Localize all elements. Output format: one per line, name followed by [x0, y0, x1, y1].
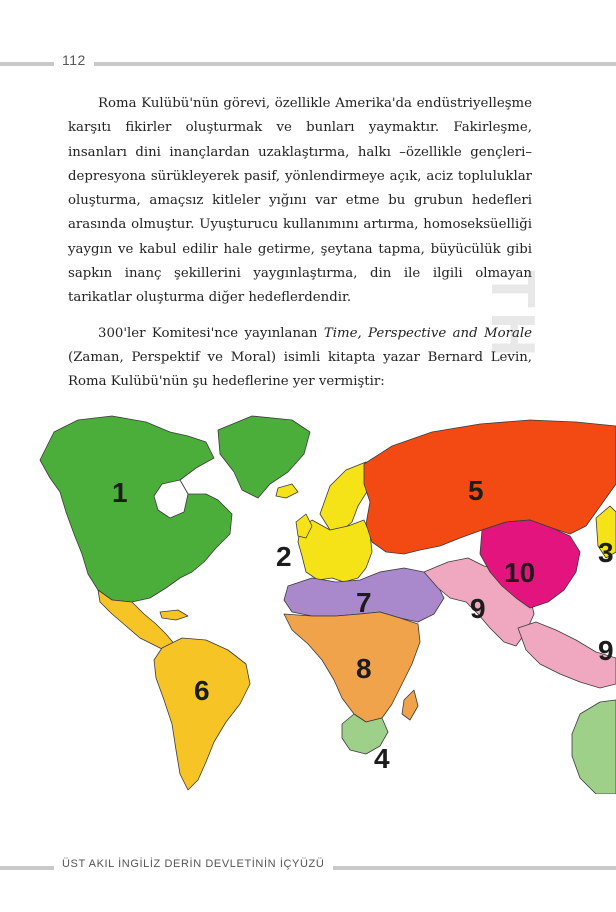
south-america-region	[154, 638, 250, 790]
region-label-2: 2	[276, 541, 292, 572]
region-label-4: 4	[374, 743, 390, 774]
north-america-region	[40, 416, 232, 602]
region-label-1: 1	[112, 477, 128, 508]
world-map	[20, 402, 616, 794]
header-rule-left	[0, 62, 54, 66]
region-label-8: 8	[356, 653, 372, 684]
region-label-7: 7	[356, 587, 372, 618]
australia-region	[572, 700, 616, 794]
region-label-6: 6	[194, 675, 210, 706]
region-label-3: 3	[598, 537, 614, 568]
caribbean-islands	[160, 610, 188, 620]
paragraph-2-after: (Zaman, Perspektif ve Moral) isimli kitapta yazar Bernard Levin, Roma Kulübü'nün şu hedeflerine yer vermiştir:	[68, 349, 532, 390]
watermark-text: TH	[478, 270, 547, 361]
footer-rule-left	[0, 866, 54, 870]
greenland-region	[218, 416, 310, 498]
header-rule-right	[94, 62, 616, 66]
region-label-9b: 9	[598, 635, 614, 666]
madagascar	[402, 690, 418, 720]
paragraph-2-before: 300'ler Komitesi'nce yayınlanan	[98, 325, 324, 341]
sub-saharan-africa-region	[284, 612, 420, 722]
page-number: 112	[62, 52, 86, 68]
footer-title: ÜST AKIL İNGİLİZ DERİN DEVLETİNİN İÇYÜZÜ	[62, 858, 325, 870]
region-label-10: 10	[504, 557, 536, 588]
region-label-5: 5	[468, 475, 484, 506]
region-label-9: 9	[470, 593, 486, 624]
iceland	[276, 484, 298, 498]
book-title: Time, Perspective and Morale	[323, 325, 532, 341]
body-text	[68, 92, 532, 406]
paragraph-1: Roma Kulübü'nün görevi, özellikle Amerika'da endüstriyelleşme karşıtı fikirler oluşturmak ve bunları yaymaktır. Fakirleşme, insanları dini inançlardan uzaklaştırma, halkı –özellikle gençleri– depresyona sürükleyerek pasif, yönlendirmeye açık, aciz topluluklar oluşturma, amaçsız kitleler yığını var etme bu grubun hedefleri arasında olmuştur. Uyuşturucu kullanımını artırma, homoseksüelliği yaygın ve kabul edilir hale getirme, şeytana tapma, büyücülük gibi sapkın inanç şekillerini yaygınlaştırma, din ile ilgili olmayan tarikatlar oluşturma diğer hedeflerdendir.	[68, 96, 532, 306]
paragraph-2	[68, 322, 532, 395]
footer-rule-right	[333, 866, 616, 870]
